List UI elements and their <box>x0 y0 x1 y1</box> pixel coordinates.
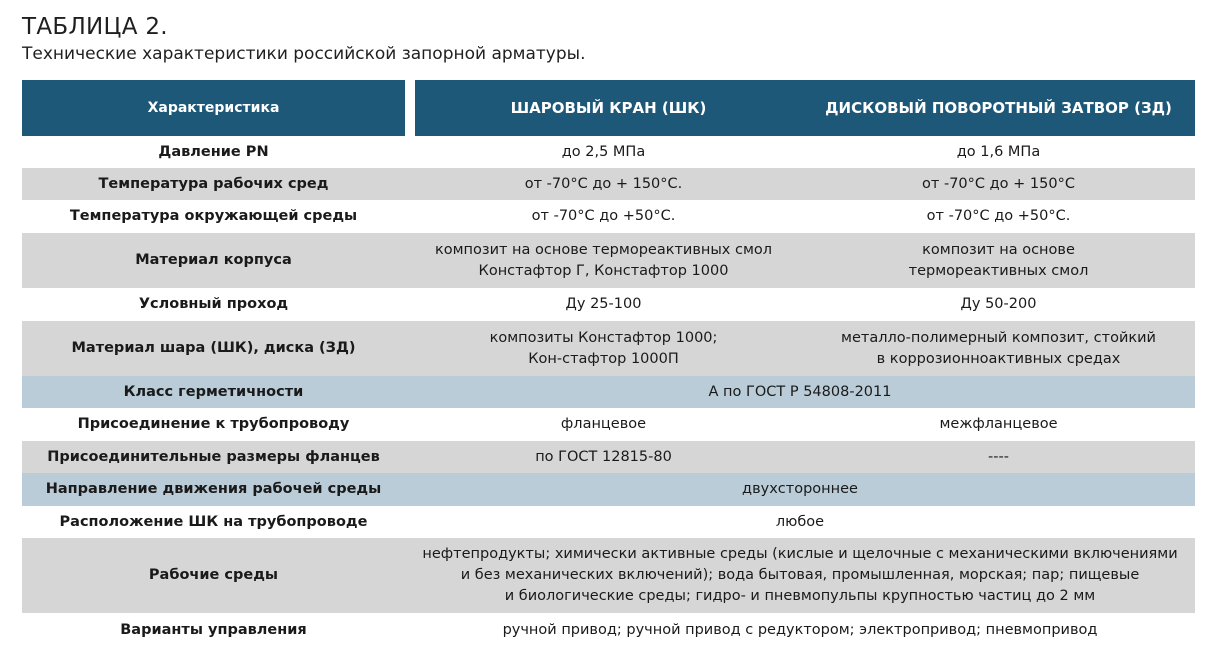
shared-value <box>405 538 1195 613</box>
row-label: Рабочие среды <box>148 567 279 583</box>
table-number-heading: ТАБЛИЦА 2. <box>22 14 168 40</box>
table-row <box>22 136 1195 168</box>
table-row <box>22 288 1195 321</box>
table-header <box>22 80 1195 136</box>
header-characteristic: Характеристика <box>22 80 405 136</box>
shared-value: любое <box>775 513 825 530</box>
table-row <box>22 200 1195 233</box>
value-line: композит на основе термореактивных смол <box>434 241 773 258</box>
row-label: Материал шара (ШК), диска (ЗД) <box>71 340 356 356</box>
spec-table <box>22 80 1195 647</box>
value-line: Кон-стафтор 1000П <box>528 350 679 367</box>
ball-valve-value: от -70°С до +50°С. <box>531 208 676 224</box>
value-line: в коррозионноактивных средах <box>876 350 1121 367</box>
row-label: Направление движения рабочей среды <box>45 481 382 497</box>
butterfly-valve-value: от -70°С до +50°С. <box>926 208 1071 224</box>
row-label: Класс герметичности <box>123 383 304 400</box>
butterfly-valve-value: межфланцевое <box>939 416 1058 432</box>
table-row <box>22 233 1195 288</box>
butterfly-valve-value <box>802 233 1195 288</box>
value-line: композиты Констафтор 1000; <box>489 329 718 346</box>
shared-value: А по ГОСТ Р 54808-2011 <box>708 383 892 400</box>
ball-valve-value: до 2,5 МПа <box>561 143 646 160</box>
value-line: композит на основе <box>922 241 1075 258</box>
row-label: Условный проход <box>138 296 289 312</box>
table-row <box>22 506 1195 538</box>
value-line: и биологические среды; гидро- и пневмопульпы крупностью частиц до 2 мм <box>504 588 1096 604</box>
table-row <box>22 168 1195 200</box>
ball-valve-value <box>405 321 802 376</box>
ball-valve-value: Ду 25-100 <box>565 296 642 312</box>
ball-valve-value: фланцевое <box>560 416 647 432</box>
table-row <box>22 613 1195 647</box>
row-label: Температура окружающей среды <box>69 208 358 224</box>
butterfly-valve-value: от -70°С до + 150°С <box>922 175 1075 192</box>
table-row <box>22 408 1195 441</box>
row-label: Варианты управления <box>120 621 307 638</box>
row-label: Температура рабочих сред <box>98 175 329 192</box>
ball-valve-value <box>405 233 802 288</box>
value-line: металло-полимерный композит, стойкий <box>841 329 1156 346</box>
value-line: нефтепродукты; химически активные среды (кислые и щелочные с механическими включениями <box>422 546 1178 562</box>
table-row <box>22 441 1195 473</box>
shared-value: ручной привод; ручной привод с редуктором; электропривод; пневмопривод <box>502 621 1098 638</box>
header-ball-valve: ШАРОВЫЙ КРАН (ШК) <box>415 80 802 136</box>
table-caption: Технические характеристики российской запорной арматуры. <box>22 44 586 64</box>
ball-valve-value: по ГОСТ 12815-80 <box>535 448 672 465</box>
header-butterfly-valve: ДИСКОВЫЙ ПОВОРОТНЫЙ ЗАТВОР (ЗД) <box>802 80 1195 136</box>
table-row <box>22 473 1195 506</box>
table-row <box>22 538 1195 613</box>
row-label: Расположение ШК на трубопроводе <box>59 513 368 530</box>
table-row <box>22 321 1195 376</box>
ball-valve-value: от -70°С до + 150°С. <box>524 175 683 192</box>
row-label: Давление PN <box>158 143 269 160</box>
butterfly-valve-value: ---- <box>988 448 1009 465</box>
value-line: Констафтор Г, Констафтор 1000 <box>478 262 729 279</box>
butterfly-valve-value <box>802 321 1195 376</box>
value-line: и без механических включений); вода бытовая, промышленная, морская; пар; пищевые <box>460 567 1140 583</box>
shared-value: двухстороннее <box>742 481 858 497</box>
row-label: Присоединительные размеры фланцев <box>47 448 380 465</box>
value-line: термореактивных смол <box>908 262 1089 279</box>
butterfly-valve-value: до 1,6 МПа <box>956 143 1041 160</box>
butterfly-valve-value: Ду 50-200 <box>960 296 1037 312</box>
row-label: Материал корпуса <box>135 252 292 268</box>
row-label: Присоединение к трубопроводу <box>77 416 350 432</box>
table-row <box>22 376 1195 408</box>
